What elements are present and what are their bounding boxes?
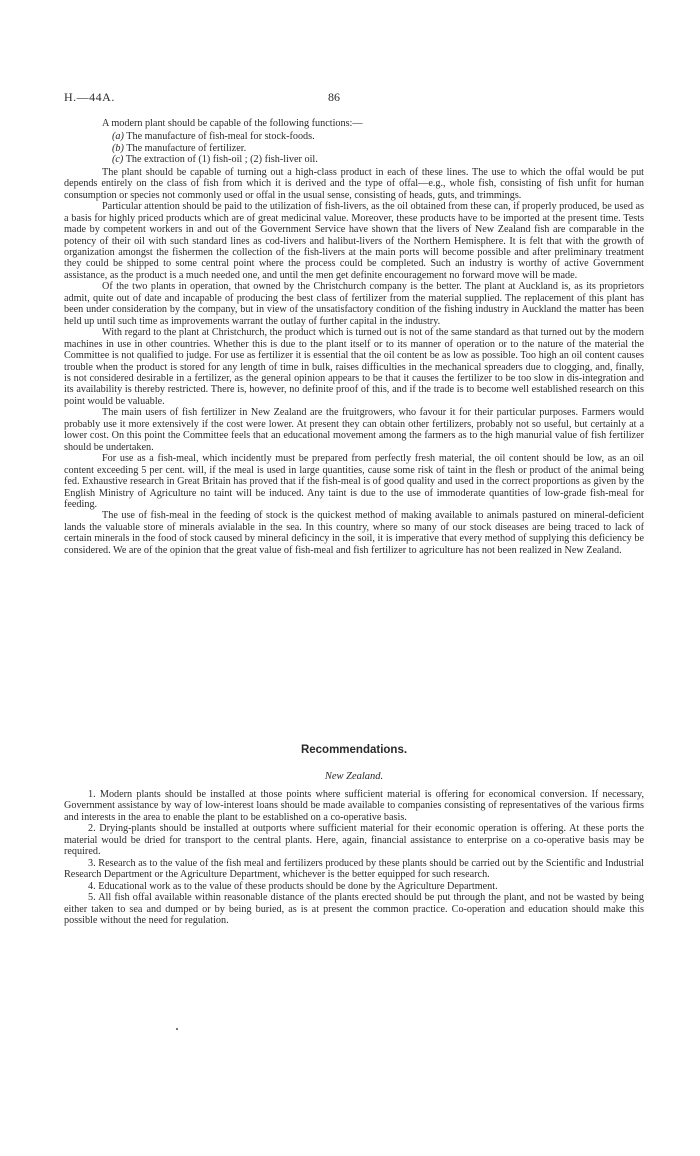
intro-paragraph: A modern plant should be capable of the following functions:—	[102, 118, 363, 129]
list-text: The manufacture of fertilizer.	[126, 142, 247, 154]
recommendations-subheading: New Zealand.	[324, 771, 384, 782]
main-text	[64, 118, 644, 556]
paragraph: The use of fish-meal in the feeding of stock is the quickest method of making available to animals pastured on mineral-deficient lands the valuable store of minerals avialable in the sea. In this country, where so many of our stock diseases are being traced to lack of certain minerals in the food of stock caused by mineral deficincy in the soil, it is imperative that every method of supplying this deficiency be considered. We are of the opinion that the great value of fish-meal and fish fertilizer to agriculture has not been realized in New Zealand.	[64, 510, 644, 556]
recommendation-item: 2. Drying-plants should be installed at outports where sufficient material for their economic operation is offering. At these ports the material would be dried for transport to the central plants. Here, again, financial assistance to enterprise on a co-operative basis may be required.	[64, 823, 644, 858]
functions-list	[112, 131, 644, 165]
list-label: (c)	[112, 154, 124, 166]
list-label: (b)	[112, 142, 124, 154]
list-item	[112, 154, 644, 165]
ink-speck	[176, 1028, 178, 1030]
paragraph: The main users of fish fertilizer in New Zealand are the fruitgrowers, who favour it for their particular purposes. Farmers would probably use it more extensively if the cost were lower. At present they can obtain other fertilizers, probably not so useful, but certainly at a lower cost. On this point the Committee feels that an educational movement among the farmers as to the high manurial value of fish fertilizer should be undertaken.	[64, 407, 644, 453]
recommendation-item: 4. Educational work as to the value of these products should be done by the Agriculture Department.	[88, 880, 498, 892]
list-text: The manufacture of fish-meal for stock-foods.	[126, 131, 315, 143]
paragraph: Particular attention should be paid to the utilization of fish-livers, as the oil obtained from these can, if properly produced, be used as a basis for highly priced products which are of great medicinal value. Moreover, these products have to be imported at the present time. Tests made by competent workers in and out of the Government Service have shown that the livers of New Zealand fish are comparable in the potency of their oil with such standard lines as cod-livers and halibut-livers of the Northern Hemisphere. It is felt that with the growth of organization amongst the fishermen the collection of the fish-livers at the main ports will become possible and after preliminary treatment they could be shipped to some central point where the process could be completed. Such an industry is worthy of active Government assistance, as the product is a much needed one, and until the men get definite encouragement no forward move will be made.	[64, 201, 644, 281]
page-number: 86	[328, 90, 340, 104]
list-text: The extraction of (1) fish-oil ; (2) fish-liver oil.	[125, 154, 318, 166]
paragraph: Of the two plants in operation, that owned by the Christchurch company is the better. The plant at Auckland is, as its proprietors admit, quite out of date and incapable of producing the best class of fertilizer from the material supplied. The replacement of this plant has been under consideration by the company, but in view of the unsatisfactory condition of the fishing industry in Auckland the matter has been held up until such time as improvements warrant the outlay of further capital in the industry.	[64, 281, 644, 327]
recommendation-item: 5. All fish offal available within reasonable distance of the plants erected should be put through the plant, and not be wasted by being either taken to sea and dumped or by being buried, as is at present the common practice. Co-operation and education should make this possible without the need for regulation.	[64, 892, 644, 926]
recommendation-item: 3. Research as to the value of the fish meal and fertilizers produced by these plants should be carried out by the Scientific and Industrial Research Department or the Agriculture Department, whichever is the better equipped for such research.	[64, 857, 644, 881]
document-reference: H.—44A.	[64, 90, 115, 104]
paragraph: For use as a fish-meal, which incidently must be prepared from perfectly fresh material, the oil content should be low, as an oil content exceeding 5 per cent. will, if the meal is used in large quantities, cause some risk of taint in the flesh or product of the animal being fed. Exhaustive research in Great Britain has proved that if the fish-meal is of good quality and used in the correct proportions as given by the English Ministry of Agriculture no taint will be induced. Any taint is due to the use of immoderate quantities of low-grade fish-meal for feeding.	[64, 453, 644, 510]
recommendations-heading: Recommendations.	[300, 744, 408, 756]
recommendations-list	[64, 789, 644, 926]
list-label: (a)	[112, 131, 124, 143]
recommendation-item: 1. Modern plants should be installed at those points where sufficient material is offering for economical conversion. If necessary, Government assistance by way of low-interest loans should be made available to companies consisting of representatives of the various firms and interests in the area to enable the plant to be established on a co-operative basis.	[64, 789, 644, 823]
list-item	[112, 131, 644, 142]
page-header	[64, 90, 644, 106]
paragraph: With regard to the plant at Christchurch, the product which is turned out is not of the same standard as that turned out by the modern machines in use in other countries. Whether this is due to the plant itself or to its manner of operation or to the nature of the material the Committee is not qualified to judge. For use as fertilizer it is essential that the oil content be as low as possible. Too high an oil content causes trouble when the product is stored for any length of time in bulk, raises difficulties in the mechanical spreaders due to clogging, and, finally, is not considered desirable in a fertilizer, as the general opinion appears to be that it causes the fertilizer to be too slow in dis-integration and its availability is thereby restricted. There is, however, no definite proof of this, and if the trade is to become well established research on this point would be valuable.	[64, 327, 644, 407]
list-item	[112, 143, 644, 154]
paragraph: The plant should be capable of turning out a high-class product in each of these lines. The use to which the offal would be put depends entirely on the class of fish from which it is derived and the type of offal—e.g., whole fish, consisting of fish unfit for human consumption or species not commonly used or offal in the usual sense, consisting of heads, guts, and trimmings.	[64, 166, 644, 201]
